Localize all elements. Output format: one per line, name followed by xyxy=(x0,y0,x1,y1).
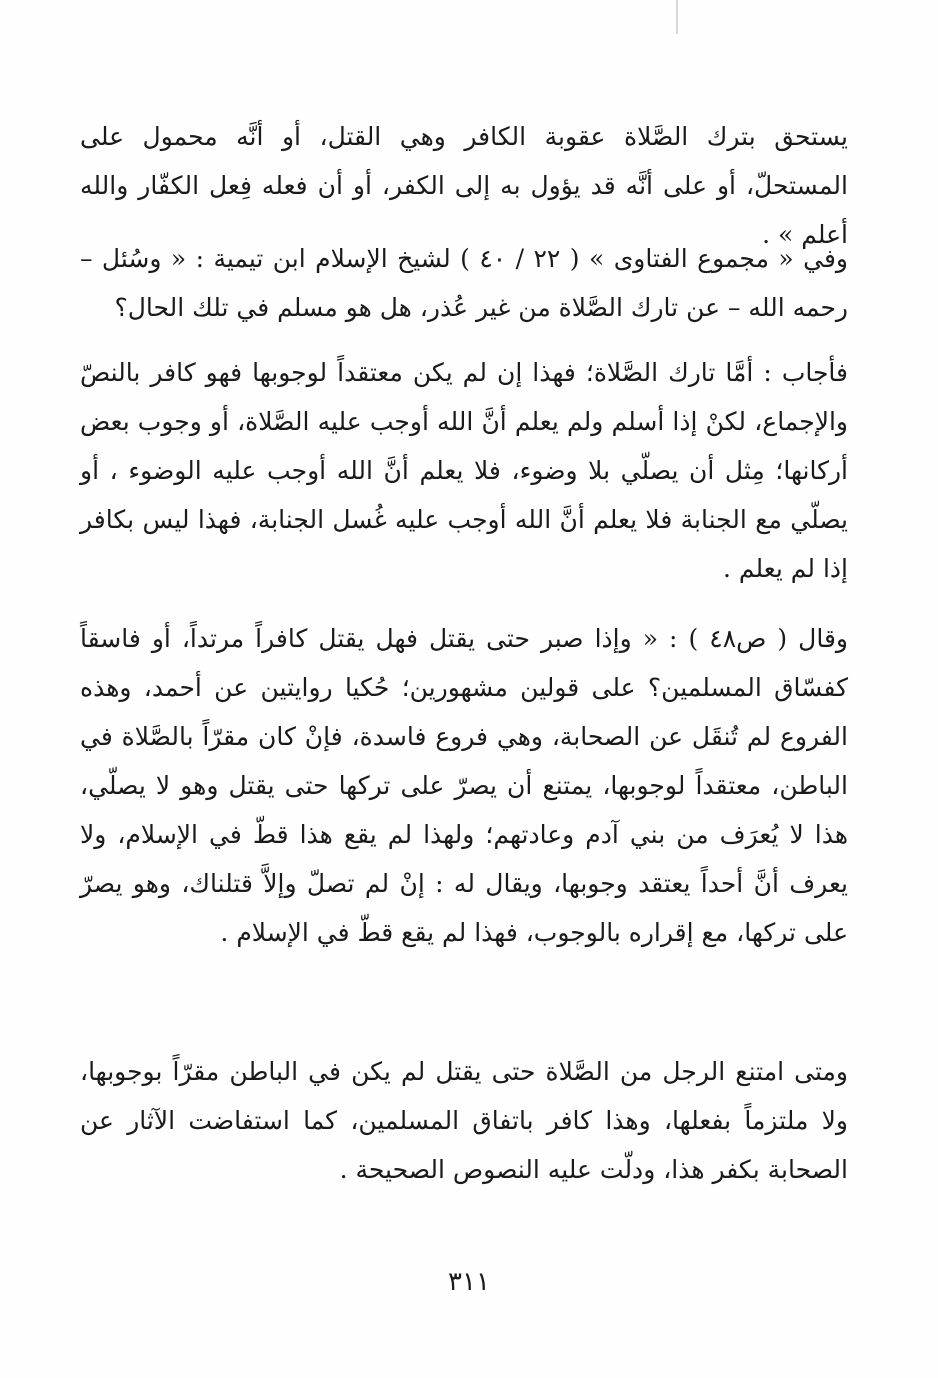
paragraph-4: وقال ( ص٤٨ ) : « وإذا صبر حتى يقتل فهل يقتل كافراً مرتداً، أو فاسقاً كفسّاق المسلمين؟ على قولين مشهورين؛ حُكيا روايتين عن أحمد، وهذه الفروع لم تُنقَل عن الصحابة، وهي فروع فاسدة، فإنْ كان مقرّاً بالصَّلاة في الباطن، معتقداً لوجوبها، يمتنع أن يصرّ على تركها حتى يقتل وهو لا يصلّي، هذا لا يُعرَف من بني آدم وعادتهم؛ ولهذا لم يقع هذا قطّ في الإسلام، ولا يعرف أنَّ أحداً يعتقد وجوبها، ويقال له : إنْ لم تصلّ وإلاَّ قتلناك، وهو يصرّ على تركها، مع إقراره بالوجوب، فهذا لم يقع قطّ في الإسلام . xyxy=(80,624,848,947)
paragraph-2: وفي « مجموع الفتاوى » ( ٢٢ / ٤٠ ) لشيخ الإسلام ابن تيمية : « وسُئل – رحمه الله – عن تارك الصَّلاة من غير عُذر، هل هو مسلم في تلك الحال؟ xyxy=(80,244,848,322)
paragraph-1: يستحق بترك الصَّلاة عقوبة الكافر وهي القتل، أو أنَّه محمول على المستحلّ، أو على أنَّه قد يؤول به إلى الكفر، أو أن فعله فِعل الكفّار والله أعلم » . xyxy=(80,122,848,249)
paragraph-3: فأجاب : أمَّا تارك الصَّلاة؛ فهذا إن لم يكن معتقداً لوجوبها فهو كافر بالنصّ والإجماع، لكنْ إذا أسلم ولم يعلم أنَّ الله أوجب عليه الصَّلاة، أو وجوب بعض أركانها؛ مِثل أن يصلّي بلا وضوء، فلا يعلم أنَّ الله أوجب عليه الوضوء ، أو يصلّي مع الجنابة فلا يعلم أنَّ الله أوجب عليه غُسل الجنابة، فهذا ليس بكافر إذا لم يعلم . xyxy=(80,358,848,583)
page-number: ٣١١ xyxy=(448,1267,490,1297)
paragraph-5: ومتى امتنع الرجل من الصَّلاة حتى يقتل لم يكن في الباطن مقرّاً بوجوبها، ولا ملتزماً بفعلها، وهذا كافر باتفاق المسلمين، كما استفاضت الآثار عن الصحابة بكفر هذا، ودلّت عليه النصوص الصحيحة . xyxy=(80,1057,848,1184)
scan-edge-mark xyxy=(676,0,678,34)
